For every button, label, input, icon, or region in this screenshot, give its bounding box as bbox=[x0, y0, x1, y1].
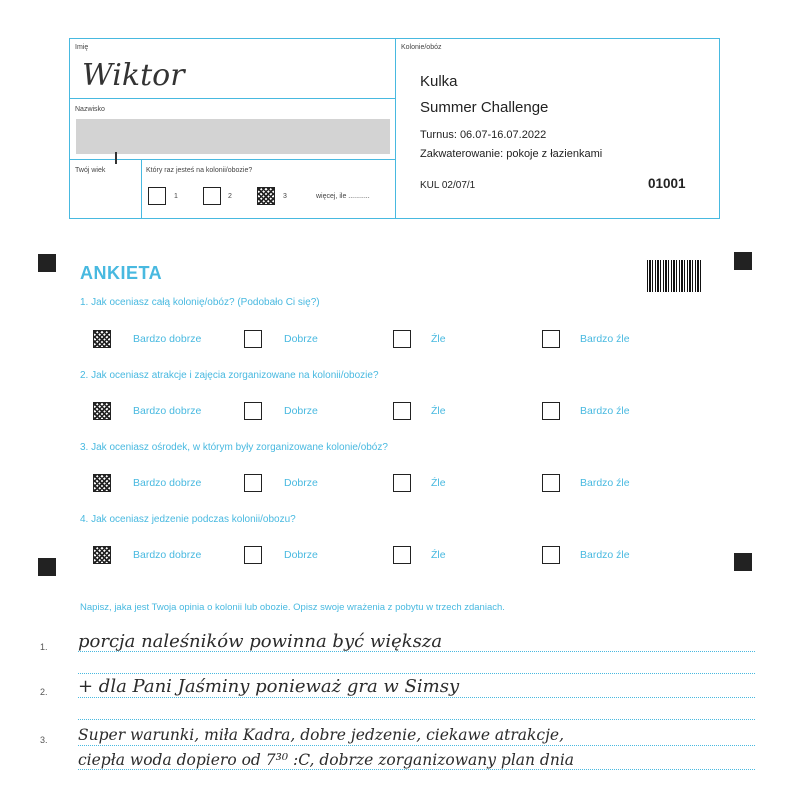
opinion-answer-2[interactable]: + dla Pani Jaśminy ponieważ gra w Simsy bbox=[78, 676, 460, 697]
q3-option-bardzo-zle-label: Bardzo źle bbox=[580, 477, 630, 489]
opinion-answer-1[interactable]: porcja naleśników powinna być większa bbox=[78, 631, 443, 652]
kolonie-label: Kolonie/obóz bbox=[401, 44, 442, 51]
answer-line-1a bbox=[78, 651, 755, 652]
imie-value[interactable]: Wiktor bbox=[82, 58, 185, 93]
q2-option-bardzo-zle-label: Bardzo źle bbox=[580, 405, 630, 417]
barcode bbox=[647, 260, 703, 292]
divider-imie bbox=[69, 98, 396, 99]
question-4: 4. Jak oceniasz jedzenie podczas kolonii/obozu? bbox=[80, 514, 296, 525]
question-3: 3. Jak oceniasz ośrodek, w którym były zorganizowane kolonie/obóz? bbox=[80, 442, 388, 453]
nazwisko-redacted-field bbox=[76, 119, 390, 154]
divider-wiek bbox=[141, 159, 142, 219]
alignment-marker-top-right bbox=[734, 252, 752, 270]
camp-code: KUL 02/07/1 bbox=[420, 180, 476, 191]
q3-option-zle-label: Źle bbox=[431, 477, 446, 489]
opinion-line-number-2: 2. bbox=[40, 687, 48, 697]
nazwisko-label: Nazwisko bbox=[75, 106, 105, 113]
opinion-answer-3b[interactable]: ciepła woda dopiero od 7³⁰ :C, dobrze zorganizowany plan dnia bbox=[78, 751, 575, 769]
visit-count-checkbox-1[interactable] bbox=[148, 187, 166, 205]
q1-option-dobrze-label: Dobrze bbox=[284, 333, 318, 345]
divider-nazwisko bbox=[69, 159, 396, 160]
q2-option-bardzo-zle-checkbox[interactable] bbox=[542, 402, 560, 420]
answer-line-1b bbox=[78, 673, 755, 674]
q4-option-bardzo-dobrze-label: Bardzo dobrze bbox=[133, 549, 202, 561]
survey-title: ANKIETA bbox=[80, 263, 163, 283]
answer-line-3b bbox=[78, 769, 755, 770]
q3-option-bardzo-dobrze-label: Bardzo dobrze bbox=[133, 477, 202, 489]
q1-option-bardzo-dobrze-checkbox[interactable] bbox=[93, 330, 111, 348]
q1-option-dobrze-checkbox[interactable] bbox=[244, 330, 262, 348]
q1-option-zle-label: Źle bbox=[431, 333, 446, 345]
answer-line-2a bbox=[78, 697, 755, 698]
q2-option-dobrze-checkbox[interactable] bbox=[244, 402, 262, 420]
wiek-label: Twój wiek bbox=[75, 167, 106, 174]
q1-option-bardzo-dobrze-label: Bardzo dobrze bbox=[133, 333, 202, 345]
q3-option-dobrze-checkbox[interactable] bbox=[244, 474, 262, 492]
q2-option-bardzo-dobrze-label: Bardzo dobrze bbox=[133, 405, 202, 417]
q4-option-bardzo-dobrze-checkbox[interactable] bbox=[93, 546, 111, 564]
q1-option-bardzo-zle-label: Bardzo źle bbox=[580, 333, 630, 345]
opinion-prompt: Napisz, jaka jest Twoja opinia o kolonii lub obozie. Opisz swoje wrażenia z pobytu w trzech zdaniach. bbox=[80, 602, 505, 613]
camp-name-line1: Kulka bbox=[420, 73, 458, 90]
form-number: 01001 bbox=[648, 176, 686, 191]
q2-option-zle-checkbox[interactable] bbox=[393, 402, 411, 420]
q2-option-dobrze-label: Dobrze bbox=[284, 405, 318, 417]
camp-name-line2: Summer Challenge bbox=[420, 99, 549, 116]
visit-count-label-1: 1 bbox=[174, 193, 178, 200]
q3-option-zle-checkbox[interactable] bbox=[393, 474, 411, 492]
imie-label: Imię bbox=[75, 44, 89, 51]
question-2: 2. Jak oceniasz atrakcje i zajęcia zorganizowane na kolonii/obozie? bbox=[80, 370, 379, 381]
q4-option-dobrze-label: Dobrze bbox=[284, 549, 318, 561]
q3-option-dobrze-label: Dobrze bbox=[284, 477, 318, 489]
visit-count-checkbox-2[interactable] bbox=[203, 187, 221, 205]
q4-option-zle-label: Źle bbox=[431, 549, 446, 561]
q2-option-bardzo-dobrze-checkbox[interactable] bbox=[93, 402, 111, 420]
visit-count-label-3: 3 bbox=[283, 193, 287, 200]
opinion-line-number-1: 1. bbox=[40, 642, 48, 652]
q3-option-bardzo-zle-checkbox[interactable] bbox=[542, 474, 560, 492]
alignment-marker-mid-left bbox=[38, 558, 56, 576]
visit-count-label-2: 2 bbox=[228, 193, 232, 200]
q1-option-bardzo-zle-checkbox[interactable] bbox=[542, 330, 560, 348]
alignment-marker-mid-right bbox=[734, 553, 752, 571]
q1-option-zle-checkbox[interactable] bbox=[393, 330, 411, 348]
q4-option-dobrze-checkbox[interactable] bbox=[244, 546, 262, 564]
q4-option-bardzo-zle-label: Bardzo źle bbox=[580, 549, 630, 561]
answer-line-3a bbox=[78, 745, 755, 746]
wiek-handwritten-mark bbox=[115, 152, 117, 164]
answer-line-2b bbox=[78, 719, 755, 720]
q2-option-zle-label: Źle bbox=[431, 405, 446, 417]
q4-option-zle-checkbox[interactable] bbox=[393, 546, 411, 564]
zakwaterowanie: Zakwaterowanie: pokoje z łazienkami bbox=[420, 148, 603, 160]
ktory-raz-label: Który raz jesteś na kolonii/obozie? bbox=[146, 167, 253, 174]
opinion-line-number-3: 3. bbox=[40, 735, 48, 745]
opinion-answer-3a[interactable]: Super warunki, miła Kadra, dobre jedzenie, ciekawe atrakcje, bbox=[78, 726, 565, 744]
question-1: 1. Jak oceniasz całą kolonię/obóz? (Podobało Ci się?) bbox=[80, 297, 320, 308]
turnus: Turnus: 06.07-16.07.2022 bbox=[420, 129, 547, 141]
visit-count-checkbox-3[interactable] bbox=[257, 187, 275, 205]
q4-option-bardzo-zle-checkbox[interactable] bbox=[542, 546, 560, 564]
visit-count-more-label: więcej, ile ........... bbox=[316, 193, 370, 200]
q3-option-bardzo-dobrze-checkbox[interactable] bbox=[93, 474, 111, 492]
alignment-marker-top-left bbox=[38, 254, 56, 272]
